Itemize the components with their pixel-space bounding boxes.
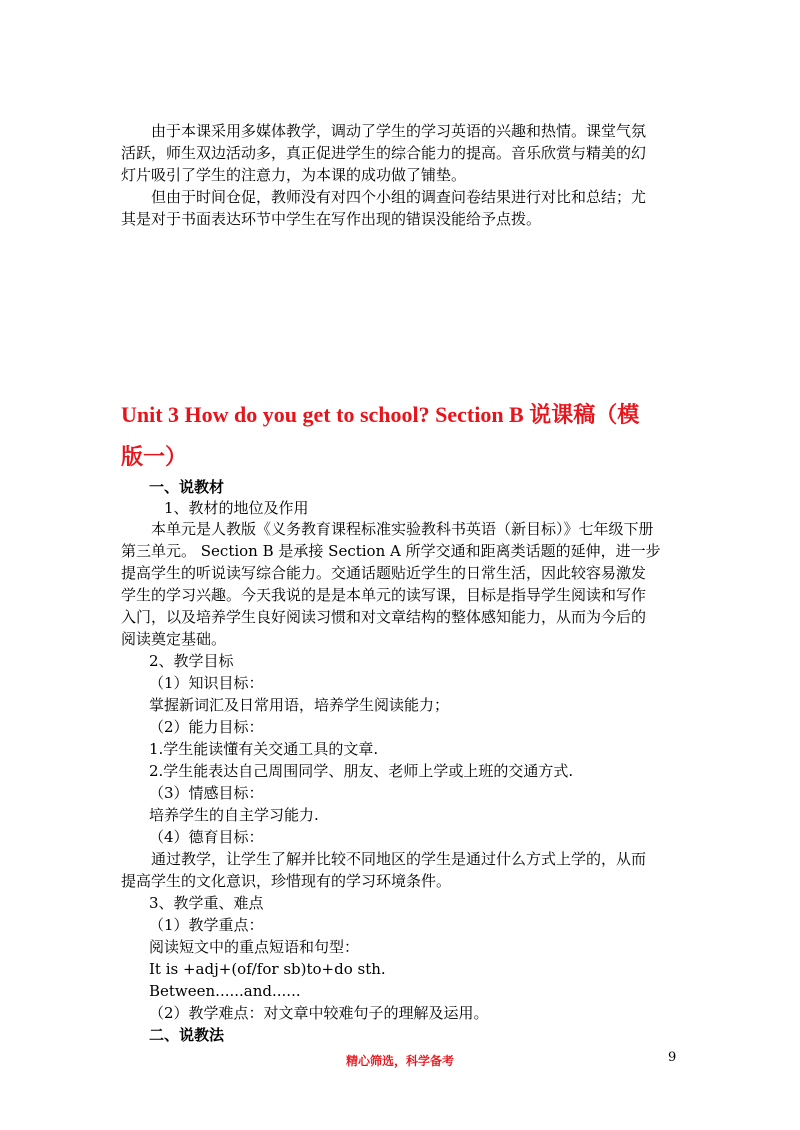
footer-slogan: 精心筛选，科学备考 <box>345 1054 454 1068</box>
subheading: 2、教学目标 <box>149 652 234 670</box>
paragraph-line: 活跃，师生双边活动多，真正促进学生的综合能力的提高。音乐欣赏与精美的幻 <box>121 144 647 162</box>
paragraph-line: 入门，以及培养学生良好阅读习惯和对文章结构的整体感知能力，从而为今后的 <box>121 608 647 626</box>
heading-teaching-method: 二、说教法 <box>149 1026 225 1044</box>
paragraph-line: 灯片吸引了学生的注意力，为本课的成功做了铺垫。 <box>121 166 467 184</box>
text-line: 培养学生的自主学习能力. <box>149 806 319 824</box>
paragraph-line: 阅读奠定基础。 <box>121 630 227 648</box>
subheading: 1、教材的地位及作用 <box>164 499 309 517</box>
section-title-line1: Unit 3 How do you get to school? Section B 说课稿（模 <box>121 402 640 427</box>
page-number: 9 <box>668 1050 677 1065</box>
subheading: 3、教学重、难点 <box>149 894 264 912</box>
paragraph-line: 提高学生的听说读写综合能力。交通话题贴近学生的日常生活，因此较容易激发 <box>121 564 647 582</box>
subheading: （2）能力目标： <box>149 718 264 736</box>
paragraph-line: 通过教学，让学生了解并比较不同地区的学生是通过什么方式上学的，从而 <box>151 850 647 868</box>
paragraph-line: 但由于时间仓促，教师没有对四个小组的调查问卷结果进行对比和总结；尤 <box>151 188 647 206</box>
text-line: （2）教学难点：对文章中较难句子的理解及运用。 <box>149 1004 489 1022</box>
text-line: 掌握新词汇及日常用语，培养学生阅读能力； <box>149 696 450 714</box>
subheading: （4）德育目标： <box>149 828 264 846</box>
section-title-line2: 版一） <box>121 444 188 469</box>
paragraph-line: 其是对于书面表达环节中学生在写作出现的错误没能给予点拨。 <box>121 210 542 228</box>
text-line: Between......and...... <box>149 982 301 1000</box>
paragraph-line: 第三单元。 Section B 是承接 Section A 所学交通和距离类话题的延伸，进一步 <box>121 542 661 560</box>
text-line: 阅读短文中的重点短语和句型： <box>149 938 360 956</box>
paragraph-line: 提高学生的文化意识，珍惜现有的学习环境条件。 <box>121 872 452 890</box>
paragraph-line: 学生的学习兴趣。今天我说的是是本单元的读写课，目标是指导学生阅读和写作 <box>121 586 647 604</box>
subheading: （1）知识目标： <box>149 674 264 692</box>
text-line: 2.学生能表达自己周围同学、朋友、老师上学或上班的交通方式. <box>149 762 574 780</box>
subheading: （1）教学重点： <box>149 916 264 934</box>
text-line: 1.学生能读懂有关交通工具的文章. <box>149 740 379 758</box>
paragraph-line: 由于本课采用多媒体教学，调动了学生的学习英语的兴趣和热情。课堂气氛 <box>151 122 647 140</box>
subheading: （3）情感目标： <box>149 784 264 802</box>
text-line: It is +adj+(of/for sb)to+do sth. <box>149 960 386 978</box>
heading-teaching-material: 一、说教材 <box>149 478 225 496</box>
paragraph-line: 本单元是人教版《义务教育课程标准实验教科书英语（新目标）》七年级下册 <box>151 520 654 538</box>
